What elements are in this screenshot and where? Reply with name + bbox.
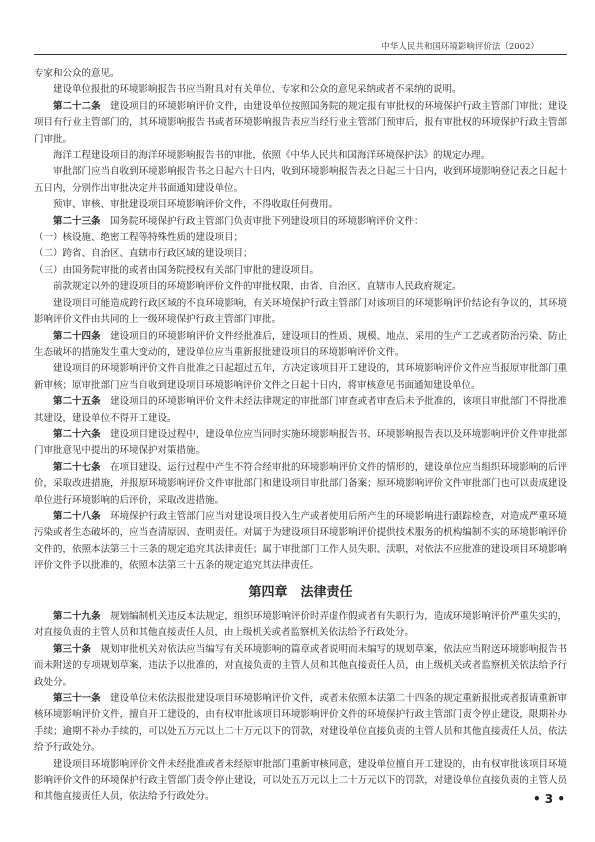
paragraph-text: 专家和公众的意见。 xyxy=(34,68,120,79)
paragraph-text: 建设项目的环境影响评价文件未经法律规定的审批部门审查或者审查后未予批准的，该项目审批部门不得批准其建设，建设单位不得开工建设。 xyxy=(34,396,567,424)
paragraph xyxy=(34,197,567,213)
paragraph-text: 建设项目的环境影响评价文件，由建设单位按照国务院的规定报有审批权的环境保护行政主管部门审批；建设项目有行业主管部门的，其环境影响报告书或者环境影响报告表应当经行业主管部门预审后，报有审批权的环境保护行政主管部门审批。 xyxy=(34,100,567,145)
paragraph xyxy=(34,148,567,164)
article-number: 第三十条 xyxy=(53,643,92,655)
paragraph xyxy=(34,691,567,757)
paragraph xyxy=(34,246,567,262)
paragraph-text: 国务院环境保护行政主管部门负责审批下列建设项目的环境影响评价文件： xyxy=(100,215,424,227)
section-articles-29-31 xyxy=(34,609,567,806)
paragraph xyxy=(34,99,567,148)
page-number: • 3 • xyxy=(532,792,565,806)
article-number: 第二十三条 xyxy=(53,215,101,227)
paragraph-text: 在项目建设、运行过程中产生不符合经审批的环境影响评价文件的情形的，建设单位应当组织环境影响的后评价，采取改进措施，并报原环境影响评价文件审批部门和建设项目审批部门备案；原环境影响评价文件审批部门也可以责成建设单位进行环境影响的后评价，采取改进措施。 xyxy=(34,461,567,506)
paragraph xyxy=(34,642,567,691)
paragraph-text: 环境保护行政主管部门应当对建设项目投入生产或者使用后所产生的环境影响进行跟踪检查，对造成严重环境污染或者生态破坏的，应当查清原因、查明责任。对属于为建设项目环境影响评价提供技术服务的机构编制不实的环境影响评价文件的，依照本法第三十三条的规定追究其法律责任；属于审批部门工作人员失职、渎职，对依法不应批准的建设项目环境影响评价文件予以批准的，依照本法第三十五条的规定追究其法律责任。 xyxy=(34,510,567,572)
paragraph-text: 规划审批机关对依法应当编写有关环境影响的篇章或者说明而未编写的规划草案，依法应当附送环境影响报告书而未附送的专项规划草案，违法予以批准的，对直接负责的主管人员和其他直接责任人员，由上级机关或者监察机关依法给予行政处分。 xyxy=(34,643,567,688)
paragraph-text: 建设项目环境影响评价文件未经批准或者未经原审批部门重新审核同意，建设单位擅自开工建设的，由有权审批该项目环境影响评价文件的环境保护行政主管部门责令停止建设，可以处五万元以上二十万元以下的罚款，对建设单位直接负责的主管人员和其他直接责任人员，依法给予行政处分。 xyxy=(34,758,567,803)
article-number: 第二十六条 xyxy=(53,428,101,440)
paragraph-text: 建设单位报批的环境影响报告书应当附具对有关单位、专家和公众的意见采纳或者不采纳的说明。 xyxy=(53,84,462,96)
paragraph xyxy=(34,230,567,246)
paragraph xyxy=(34,609,567,642)
article-number: 第二十二条 xyxy=(53,100,101,112)
paragraph xyxy=(34,427,567,460)
paragraph-text: 建设项目的环境影响评价文件经批准后，建设项目的性质、规模、地点、采用的生产工艺或者防治污染、防止生态破坏的措施发生重大变动的，建设单位应当重新报批建设项目的环境影响评价文件。 xyxy=(34,330,567,358)
paragraph xyxy=(34,460,567,509)
section-articles-22-28 xyxy=(34,66,567,575)
article-number: 第二十八条 xyxy=(53,510,101,522)
paragraph-text: （三）由国务院审批的或者由国务院授权有关部门审批的建设项目。 xyxy=(34,264,320,276)
article-number: 第二十四条 xyxy=(53,330,101,342)
header-rule xyxy=(34,54,567,55)
paragraph-text: 建设项目的环境影响评价文件自批准之日起超过五年，方决定该项目开工建设的，其环境影响评价文件应当报原审批部门重新审核；原审批部门应当自收到建设项目环境影响评价文件之日起十日内，将审核意见书面通知建设单位。 xyxy=(34,363,567,391)
paragraph xyxy=(34,164,567,197)
paragraph-text: （一）核设施、绝密工程等特殊性质的建设项目； xyxy=(34,232,244,244)
paragraph xyxy=(34,361,567,394)
paragraph xyxy=(34,279,567,295)
paragraph-text: 建设项目建设过程中，建设单位应当同时实施环境影响报告书、环境影响报告表以及环境影响评价文件审批部门审批意见中提出的环境保护对策措施。 xyxy=(34,428,567,457)
paragraph-text: 前款规定以外的建设项目的环境影响评价文件的审批权限，由省、自治区、直辖市人民政府规定。 xyxy=(53,281,462,293)
paragraph xyxy=(34,82,567,98)
paragraph xyxy=(34,296,567,329)
paragraph xyxy=(34,757,567,806)
paragraph-text: （二）跨省、自治区、直辖市行政区域的建设项目； xyxy=(34,248,253,260)
paragraph xyxy=(34,214,567,230)
paragraph xyxy=(34,263,567,279)
article-number: 第二十九条 xyxy=(53,611,101,622)
running-header: 中华人民共和国环境影响评价法（2002） xyxy=(381,42,539,52)
paragraph-text: 建设项目可能造成跨行政区域的不良环境影响，有关环境保护行政主管部门对该项目的环境影响评价结论有争议的，其环境影响评价文件由共同的上一级环境保护行政主管部门审批。 xyxy=(34,297,567,326)
paragraph-text: 审批部门应当自收到环境影响报告书之日起六十日内，收到环境影响报告表之日起三十日内，收到环境影响登记表之日起十五日内，分别作出审批决定并书面通知建设单位。 xyxy=(34,166,567,194)
paragraph xyxy=(34,509,567,575)
paragraph-text: 建设单位未依法报批建设项目环境影响评价文件，或者未依照本法第二十四条的规定重新报批或者报请重新审核环境影响评价文件，擅自开工建设的，由有权审批该项目环境影响评价文件的环境保护行政主管部门责令停止建设，限期补办手续；逾期不补办手续的，可以处五万元以上二十万元以下的罚款，对建设单位直接负责的主管人员和其他直接责任人员，依法给予行政处分。 xyxy=(34,693,567,754)
paragraph xyxy=(34,66,567,82)
paragraph-text: 规划编制机关违反本法规定，组织环境影响评价时弄虚作假或者有失职行为，造成环境影响评价严重失实的，对直接负责的主管人员和其他直接责任人员，由上级机关或者监察机关依法给予行政处分。 xyxy=(34,611,567,639)
article-number: 第二十五条 xyxy=(53,396,101,408)
article-number: 第二十七条 xyxy=(53,461,101,473)
paragraph xyxy=(34,329,567,362)
chapter-title: 第四章 法律责任 xyxy=(248,584,353,600)
paragraph xyxy=(34,394,567,427)
paragraph-text: 海洋工程建设项目的海洋环境影响报告书的审批，依照《中华人民共和国海洋环境保护法》的规定办理。 xyxy=(53,150,491,162)
article-number: 第三十一条 xyxy=(53,693,101,705)
paragraph-text: 预审、审核、审批建设项目环境影响评价文件，不得收取任何费用。 xyxy=(53,199,339,211)
page-body xyxy=(34,66,567,806)
